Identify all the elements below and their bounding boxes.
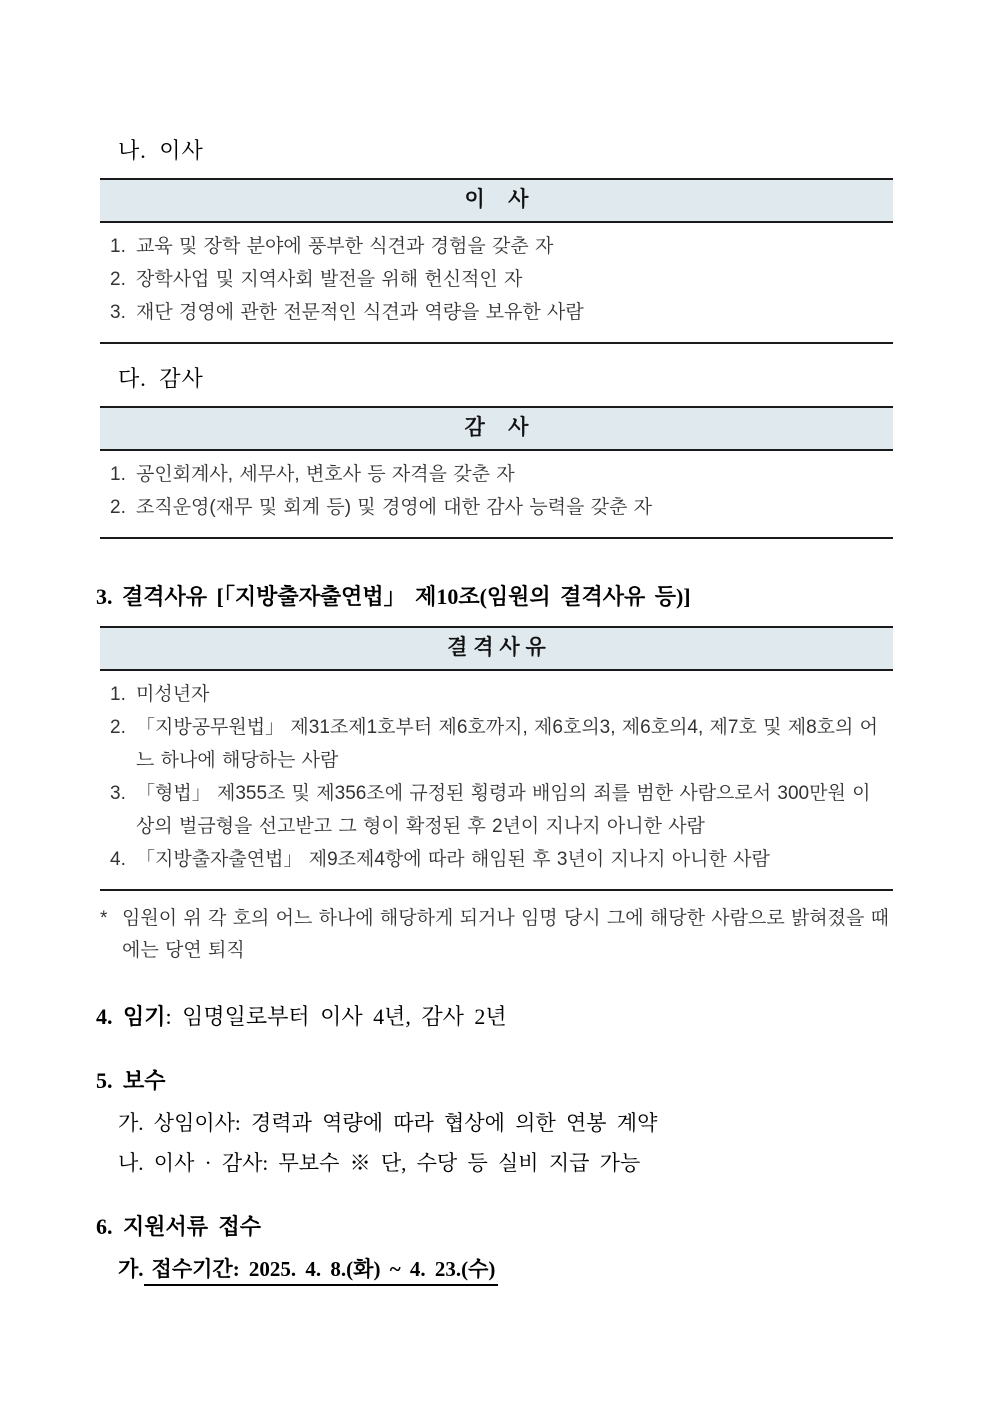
directors-table-header: 이 사 xyxy=(100,180,893,223)
row-number: 2. xyxy=(110,497,126,518)
subheading-directors: 나. 이사 xyxy=(118,138,204,163)
section-term-text: : 임명일로부터 이사 4년, 감사 2년 xyxy=(165,1004,507,1029)
auditors-table-header: 감 사 xyxy=(100,408,893,451)
disqualification-table xyxy=(100,626,893,891)
auditors-table xyxy=(100,406,893,539)
table-row xyxy=(110,230,885,263)
row-text: 「형법」 제355조 및 제356조에 규정된 횡령과 배임의 죄를 범한 사람으로서 300만원 이상의 벌금형을 선고받고 그 형이 확정된 후 2년이 지나지 아니한 사람 xyxy=(136,783,871,837)
table-row xyxy=(110,711,885,777)
row-number: 3. xyxy=(110,302,126,323)
table-row xyxy=(110,678,885,711)
row-text: 교육 및 장학 분야에 풍부한 식견과 경험을 갖춘 자 xyxy=(136,236,554,257)
application-period-prefix: 가. xyxy=(118,1257,144,1281)
row-number: 1. xyxy=(110,464,126,485)
table-row xyxy=(110,458,885,491)
row-text: 미성년자 xyxy=(136,684,210,705)
table-row xyxy=(110,296,885,329)
section-term-label: 4. 임기 xyxy=(96,1004,166,1029)
table-row xyxy=(110,263,885,296)
table-row xyxy=(110,491,885,524)
subheading-auditors: 다. 감사 xyxy=(118,366,204,391)
disqualification-table-header: 결 격 사 유 xyxy=(100,628,893,671)
row-text: 공인회계사, 세무사, 변호사 등 자격을 갖춘 자 xyxy=(136,464,515,485)
footnote-text: 임원이 위 각 호의 어느 하나에 해당하게 되거나 임명 당시 그에 해당한 사람으로 밝혀졌을 때에는 당연 퇴직 xyxy=(122,908,890,961)
compensation-item: 나. 이사 · 감사: 무보수 ※ 단, 수당 등 실비 지급 가능 xyxy=(118,1151,641,1175)
row-number: 3. xyxy=(110,783,126,804)
row-number: 2. xyxy=(110,717,126,738)
row-text: 「지방출자출연법」 제9조제4항에 따라 해임된 후 3년이 지나지 아니한 사람 xyxy=(136,849,770,870)
row-number: 4. xyxy=(110,849,126,870)
row-text: 장학사업 및 지역사회 발전을 위해 헌신적인 자 xyxy=(136,269,523,290)
row-text: 조직운영(재무 및 회계 등) 및 경영에 대한 감사 능력을 갖춘 자 xyxy=(136,497,652,518)
section-application-label: 6. 지원서류 접수 xyxy=(96,1214,262,1239)
directors-table-body xyxy=(100,223,893,342)
row-number: 2. xyxy=(110,269,126,290)
row-number: 1. xyxy=(110,684,126,705)
section-heading-disqualification: 3. 결격사유 [「지방출자출연법」 제10조(임원의 결격사유 등)] xyxy=(96,584,691,609)
compensation-item: 가. 상임이사: 경력과 역량에 따라 협상에 의한 연봉 계약 xyxy=(118,1111,658,1135)
row-text: 재단 경영에 관한 전문적인 식견과 역량을 보유한 사람 xyxy=(136,302,584,323)
table-row xyxy=(110,843,885,876)
auditors-table-body xyxy=(100,451,893,537)
footnote-marker: * xyxy=(100,908,108,929)
application-period-line xyxy=(118,1255,893,1283)
directors-table xyxy=(100,178,893,344)
row-number: 1. xyxy=(110,236,126,257)
row-text: 「지방공무원법」 제31조제1호부터 제6호까지, 제6호의3, 제6호의4, 제7호 및 제8호의 어느 하나에 해당하는 사람 xyxy=(136,717,879,771)
section-compensation-label: 5. 보수 xyxy=(96,1068,166,1093)
section-term xyxy=(96,1003,893,1031)
application-period-text: 접수기간: 2025. 4. 8.(화) ~ 4. 23.(수) xyxy=(144,1257,499,1286)
disqualification-footnote xyxy=(100,903,893,967)
disqualification-table-body xyxy=(100,671,893,889)
table-row xyxy=(110,777,885,843)
